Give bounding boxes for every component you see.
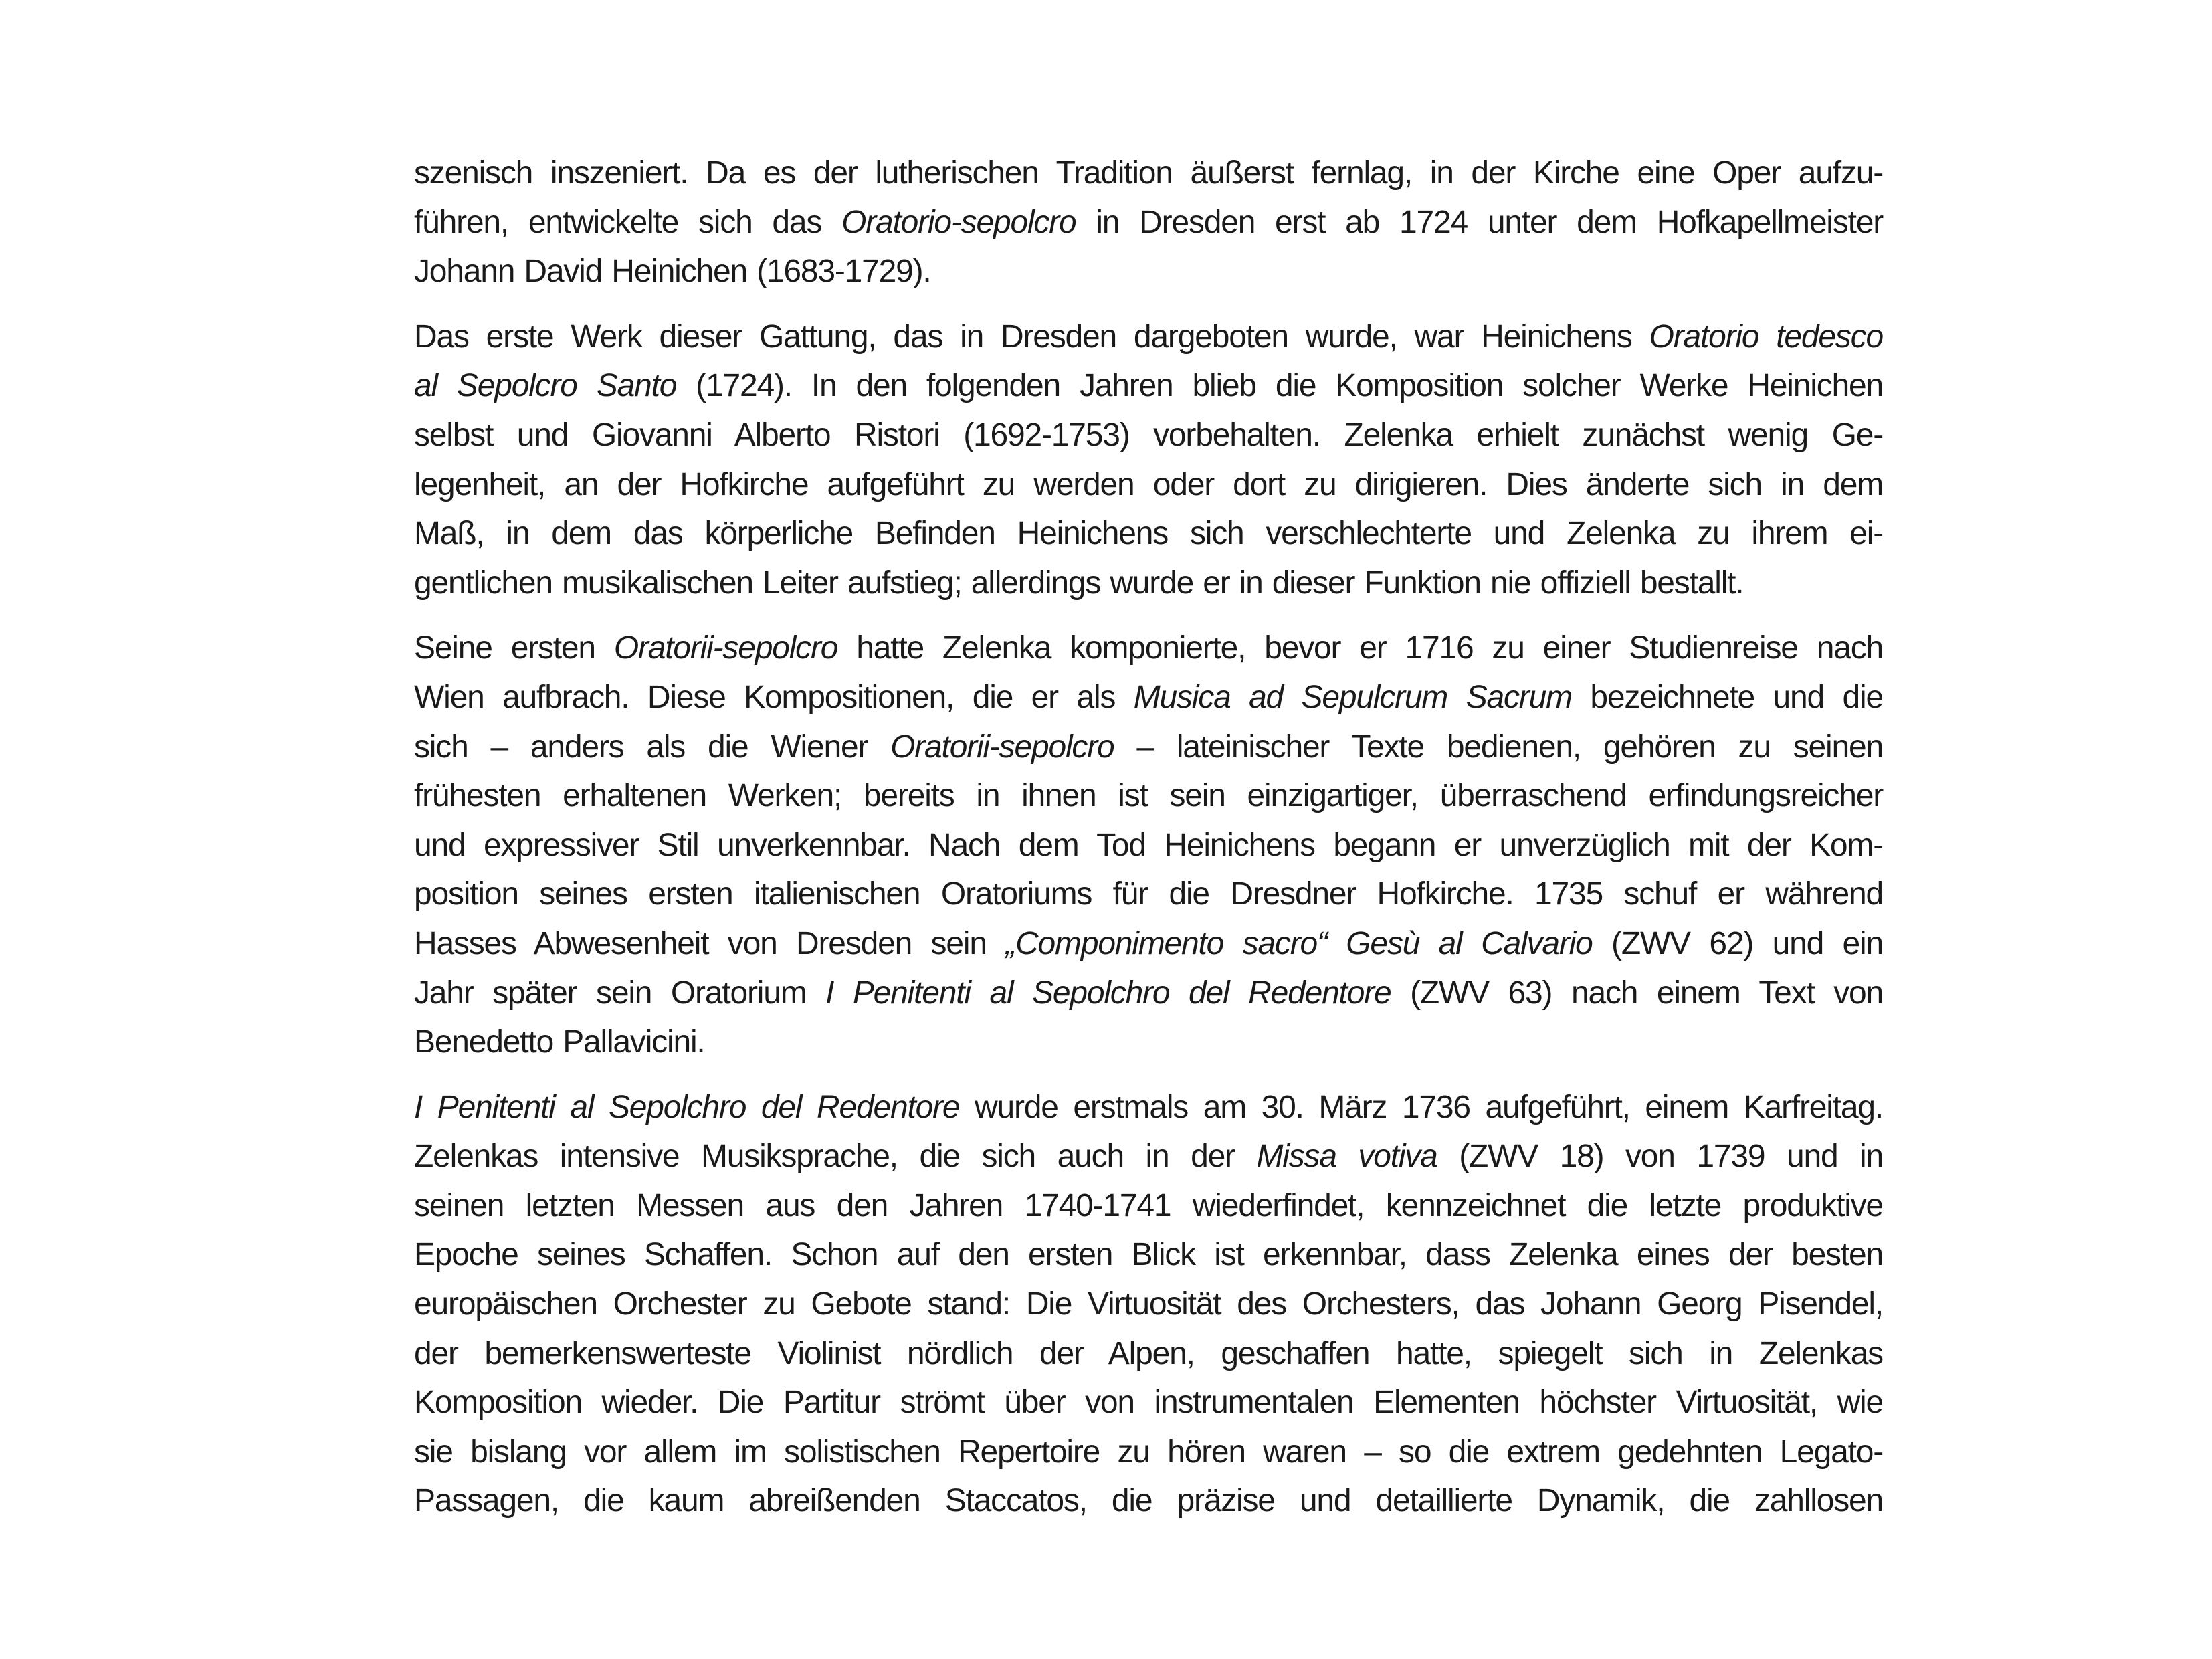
text-line	[414, 1181, 1883, 1231]
text-line	[414, 312, 1883, 362]
text-line	[414, 1280, 1883, 1329]
text-line	[414, 559, 1883, 608]
text-line	[414, 1230, 1883, 1280]
text-run: wurde erstmals am 30. März 1736 aufgeführt, einem Karfreitag.	[959, 1089, 1883, 1125]
text-run: führen, entwickelte sich das	[414, 204, 842, 240]
text-run: europäischen Orchester zu Gebote stand: Die Virtuosität des Orchesters, das Johann Georg Pisendel,	[414, 1286, 1883, 1323]
text-run: (ZWV 18) von 1739 und in	[1437, 1139, 1884, 1175]
text-line	[414, 247, 1883, 296]
text-line	[414, 361, 1883, 411]
text-run: Passagen, die kaum abreißenden Staccatos, die präzise und detaillierte Dynamik, die zahllosen	[414, 1483, 1883, 1519]
text-run: in Dresden erst ab 1724 unter dem Hofkapellmeister	[1076, 204, 1883, 240]
paragraph-3	[414, 623, 1883, 1066]
text-line	[414, 722, 1883, 772]
text-run: Benedetto Pallavicini.	[414, 1024, 705, 1060]
italic-title: Oratorio-sepolcro	[841, 204, 1076, 240]
italic-title: Oratorio tedesco	[1649, 318, 1883, 355]
text-run: position seines ersten italienischen Oratoriums für die Dresdner Hofkirche. 1735 schuf er während	[414, 876, 1883, 912]
paragraph-4	[414, 1083, 1883, 1526]
text-line	[414, 509, 1883, 559]
italic-title: „Componimento sacro“ Gesù al Calvario	[1005, 925, 1593, 961]
text-run: gentlichen musikalischen Leiter aufstieg; allerdings wurde er in dieser Funktion nie offiziell bestallt.	[414, 565, 1744, 601]
paragraph-2	[414, 312, 1883, 608]
text-line	[414, 1329, 1883, 1379]
text-run: frühesten erhaltenen Werken; bereits in ihnen ist sein einzigartiger, überraschend erfindungsreicher	[414, 778, 1883, 814]
text-run: Komposition wieder. Die Partitur strömt über von instrumentalen Elementen höchster Virtuosität, wie	[414, 1385, 1883, 1421]
text-run: sie bislang vor allem im solistischen Repertoire zu hören waren – so die extrem gedehnten Legato-	[414, 1434, 1883, 1470]
text-line	[414, 1378, 1883, 1428]
text-run: und expressiver Stil unverkennbar. Nach dem Tod Heinichens begann er unverzüglich mit der Kom-	[414, 827, 1883, 863]
text-run: legenheit, an der Hofkirche aufgeführt zu werden oder dort zu dirigieren. Dies änderte sich in dem	[414, 466, 1883, 502]
italic-title: I Penitenti al Sepolchro del Redentore	[414, 1089, 960, 1125]
text-run: sich – anders als die Wiener	[414, 728, 891, 765]
text-run: Maß, in dem das körperliche Befinden Heinichens sich verschlechterte und Zelenka zu ihrem ei-	[414, 516, 1883, 552]
text-run: (ZWV 63) nach einem Text von	[1391, 975, 1884, 1011]
italic-title: al Sepolcro Santo	[414, 368, 677, 404]
text-run: Das erste Werk dieser Gattung, das in Dresden dargeboten wurde, war Heinichens	[414, 318, 1649, 355]
text-run: Zelenkas intensive Musiksprache, die sich auch in der	[414, 1139, 1257, 1175]
italic-title: I Penitenti al Sepolchro del Redentore	[825, 975, 1391, 1011]
text-run: Hasses Abwesenheit von Dresden sein	[414, 925, 1006, 961]
text-line	[414, 1083, 1883, 1133]
text-run: Seine ersten	[414, 630, 614, 666]
text-run: selbst und Giovanni Alberto Ristori (1692-1753) vorbehalten. Zelenka erhielt zunächst wenig Ge-	[414, 417, 1883, 453]
text-line	[414, 1132, 1883, 1181]
text-line	[414, 1017, 1883, 1067]
text-line	[414, 821, 1883, 870]
document-body	[414, 149, 1883, 1542]
text-run: szenisch inszeniert. Da es der lutherischen Tradition äußerst fernlag, in der Kirche eine Oper aufzu-	[414, 155, 1883, 191]
text-line	[414, 1428, 1883, 1477]
text-run: Jahr später sein Oratorium	[414, 975, 826, 1011]
italic-title: Oratorii-sepolcro	[890, 728, 1114, 765]
text-run: (1724). In den folgenden Jahren blieb die Komposition solcher Werke Heinichen	[676, 368, 1884, 404]
text-line	[414, 198, 1883, 248]
text-run: der bemerkenswerteste Violinist nördlich der Alpen, geschaffen hatte, spiegelt sich in Zelenkas	[414, 1335, 1883, 1371]
text-line	[414, 411, 1883, 460]
text-line	[414, 919, 1883, 969]
text-run: Johann David Heinichen (1683-1729).	[414, 254, 931, 290]
text-line	[414, 771, 1883, 821]
text-line	[414, 623, 1883, 673]
text-run: (ZWV 62) und ein	[1592, 925, 1883, 961]
text-run: bezeichnete und die	[1571, 679, 1883, 715]
text-run: Epoche seines Schaffen. Schon auf den ersten Blick ist erkennbar, dass Zelenka eines der besten	[414, 1237, 1883, 1273]
text-line	[414, 870, 1883, 919]
italic-title: Musica ad Sepulcrum Sacrum	[1133, 679, 1572, 715]
text-line	[414, 149, 1883, 198]
text-line	[414, 460, 1883, 510]
text-line	[414, 1476, 1883, 1526]
text-run: seinen letzten Messen aus den Jahren 1740-1741 wiederfindet, kennzeichnet die letzte produktive	[414, 1187, 1883, 1224]
text-run: – lateinischer Texte bedienen, gehören zu seinen	[1114, 728, 1883, 765]
text-line	[414, 969, 1883, 1018]
italic-title: Missa votiva	[1256, 1139, 1437, 1175]
text-line	[414, 673, 1883, 722]
paragraph-1	[414, 149, 1883, 296]
text-run: Wien aufbrach. Diese Kompositionen, die er als	[414, 679, 1134, 715]
text-run: hatte Zelenka komponierte, bevor er 1716 zu einer Studienreise nach	[837, 630, 1883, 666]
italic-title: Oratorii-sepolcro	[613, 630, 838, 666]
